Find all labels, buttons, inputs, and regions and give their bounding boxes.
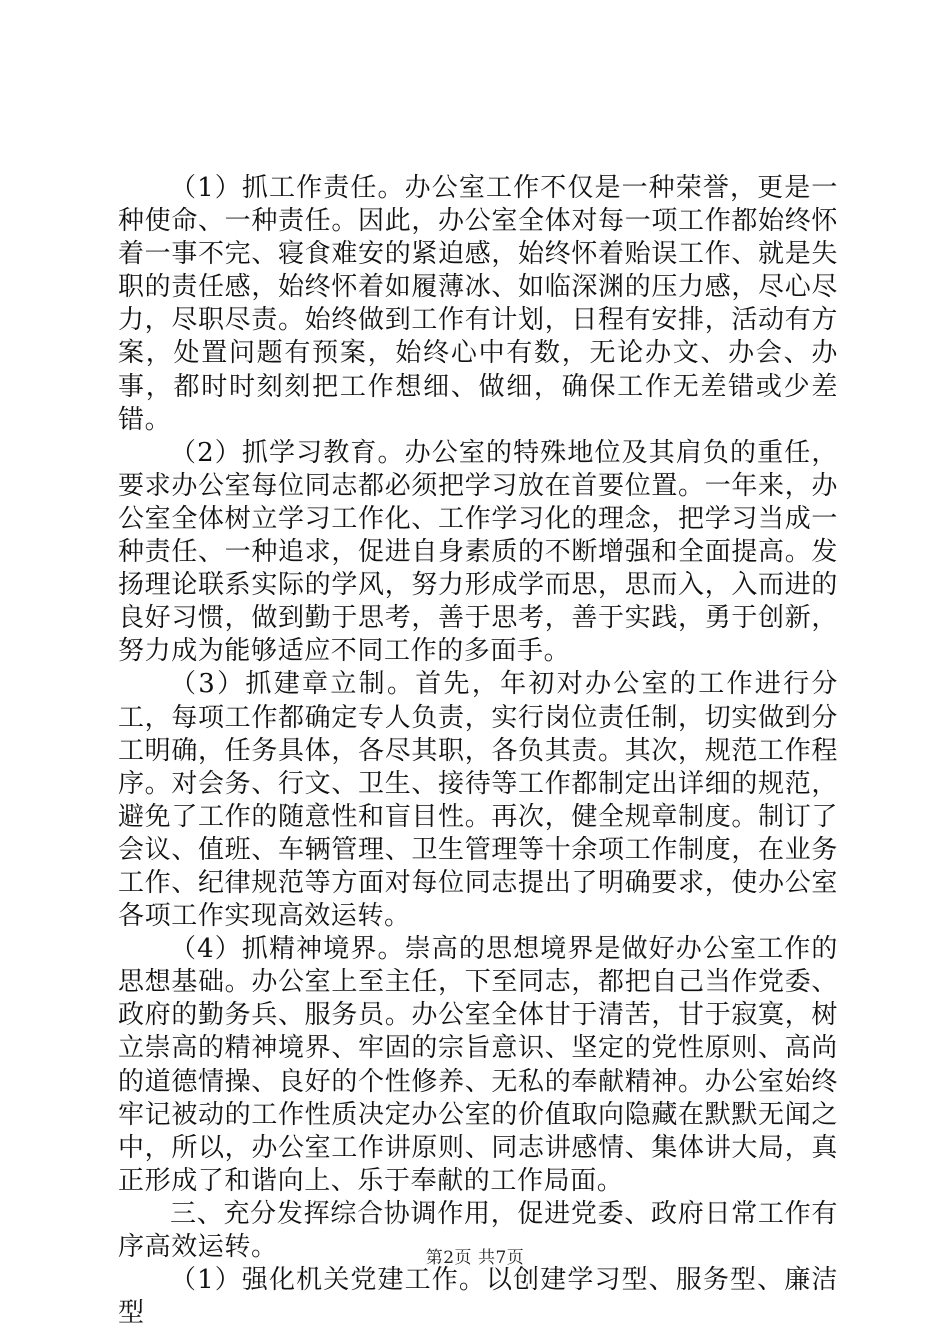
page-number-footer: 第2页 共7页 — [425, 1248, 525, 1268]
paragraph-rules-system: （3）抓建章立制。首先，年初对办公室的工作进行分工，每项工作都确定专人负责，实行岗位责任制，切实做到分工明确，任务具体，各尽其职，各负其责。其次，规范工作程序。对会务、行文、卫生、接待等工作都制定出详细的规范，避免了工作的随意性和盲目性。再次，健全规章制度。制订了会议、值班、车辆管理、卫生管理等十余项工作制度，在业务工作、纪律规范等方面对每位同志提出了明确要求，使办公室各项工作实现高效运转。 — [118, 669, 838, 932]
paragraph-work-responsibility: （1）抓工作责任。办公室工作不仅是一种荣誉，更是一种使命、一种责任。因此，办公室全体对每一项工作都始终怀着一事不完、寝食难安的紧迫感，始终怀着贻误工作、就是失职的责任感，始终怀着如履薄冰、如临深渊的压力感，尽心尽力，尽职尽责。始终做到工作有计划，日程有安排，活动有方案，处置问题有预案，始终心中有数，无论办文、办会、办事，都时时刻刻把工作想细、做细，确保工作无差错或少差错。 — [118, 173, 838, 435]
document-body — [118, 172, 838, 1330]
section-heading-coordination: 三、充分发挥综合协调作用，促进党委、政府日常工作有序高效运转。 — [118, 1198, 838, 1262]
paragraph-study-education: （2）抓学习教育。办公室的特殊地位及其肩负的重任，要求办公室每位同志都必须把学习放在首要位置。一年来，办公室全体树立学习工作化、工作学习化的理念，把学习当成一种责任、一种追求，促进自身素质的不断增强和全面提高。发扬理论联系实际的学风，努力形成学而思，思而入，入而进的良好习惯，做到勤于思考，善于思考，善于实践，勇于创新，努力成为能够适应不同工作的多面手。 — [118, 437, 838, 667]
paragraph-party-building: （1）强化机关党建工作。以创建学习型、服务型、廉洁型 — [118, 1265, 838, 1329]
paragraph-spiritual-realm: （4）抓精神境界。崇高的思想境界是做好办公室工作的思想基础。办公室上至主任，下至同志，都把自己当作党委、政府的勤务兵、服务员。办公室全体甘于清苦，甘于寂寞，树立崇高的精神境界、牢固的宗旨意识、坚定的党性原则、高尚的道德情操、良好的个性修养、无私的奉献精神。办公室始终牢记被动的工作性质决定办公室的价值取向隐藏在默默无闻之中，所以，办公室工作讲原则、同志讲感情、集体讲大局，真正形成了和谐向上、乐于奉献的工作局面。 — [118, 934, 838, 1196]
